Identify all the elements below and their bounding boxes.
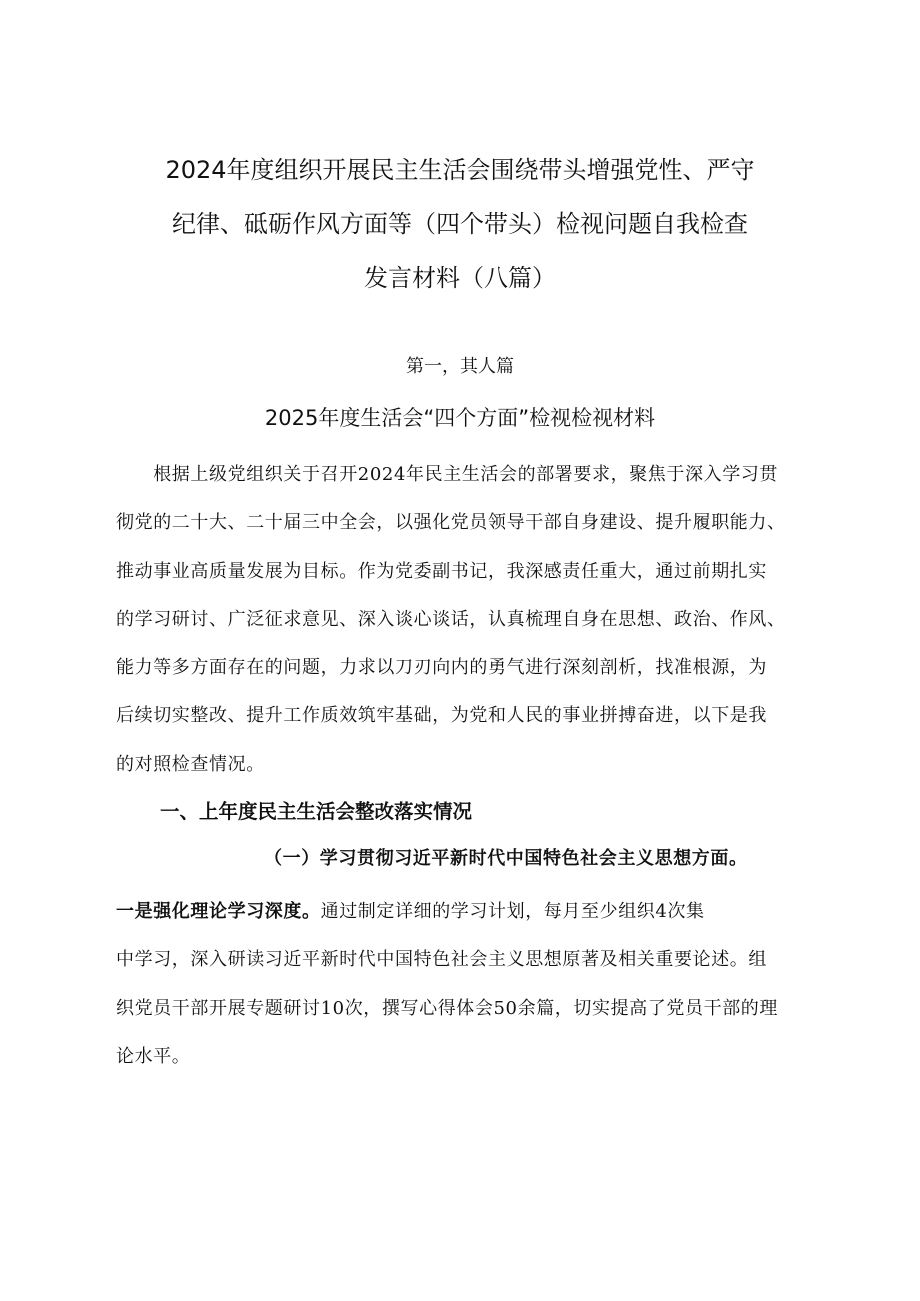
document-title [110, 143, 810, 305]
intro-line: 的对照检查情况。 [116, 753, 265, 775]
point-paragraph [116, 888, 826, 1081]
intro-line: 能力等多方面存在的问题，力求以刀刃向内的勇气进行深刻剖析，找准根源，为 [116, 657, 767, 679]
document-subtitle: 2025年度生活会“四个方面”检视检视材料 [264, 406, 656, 430]
title-line-3: 发言材料（八篇） [364, 264, 556, 292]
point-line-rest: 通过制定详细的学习计划，每月至少组织4次集 [320, 901, 705, 922]
section-marker: 第一，其人篇 [406, 356, 514, 377]
intro-line: 根据上级党组织关于召开2024年民主生活会的部署要求，聚焦于深入学习贯 [116, 464, 779, 485]
section-heading-1: 一、上年度民主生活会整改落实情况 [160, 800, 473, 823]
intro-line: 后续切实整改、提升工作质效筑牢基础，为党和人民的事业拼搏奋进，以下是我 [116, 705, 767, 727]
intro-line: 推动事业高质量发展为目标。作为党委副书记，我深感责任重大，通过前期扎实 [116, 560, 767, 582]
intro-paragraph [116, 451, 826, 789]
title-line-2: 纪律、砥砺作风方面等（四个带头）检视问题自我检查 [172, 210, 748, 238]
point-lead: 一是强化理论学习深度。 [116, 901, 321, 922]
point-line-first [116, 888, 826, 936]
intro-line: 彻党的二十大、二十届三中全会，以强化党员领导干部自身建设、提升履职能力、 [116, 512, 786, 534]
title-line-1: 2024年度组织开展民主生活会围绕带头增强党性、严守 [165, 156, 755, 184]
intro-line: 的学习研讨、广泛征求意见、深入谈心谈话，认真梳理自身在思想、政治、作风、 [116, 608, 786, 630]
point-line: 织党员干部开展专题研讨10次，撰写心得体会50余篇，切实提高了党员干部的理 [116, 997, 779, 1019]
point-line: 中学习，深入研读习近平新时代中国特色社会主义思想原著及相关重要论述。组 [116, 949, 767, 971]
point-line: 论水平。 [116, 1045, 191, 1067]
subsection-heading-1: （一）学习贯彻习近平新时代中国特色社会主义思想方面。 [264, 848, 748, 869]
